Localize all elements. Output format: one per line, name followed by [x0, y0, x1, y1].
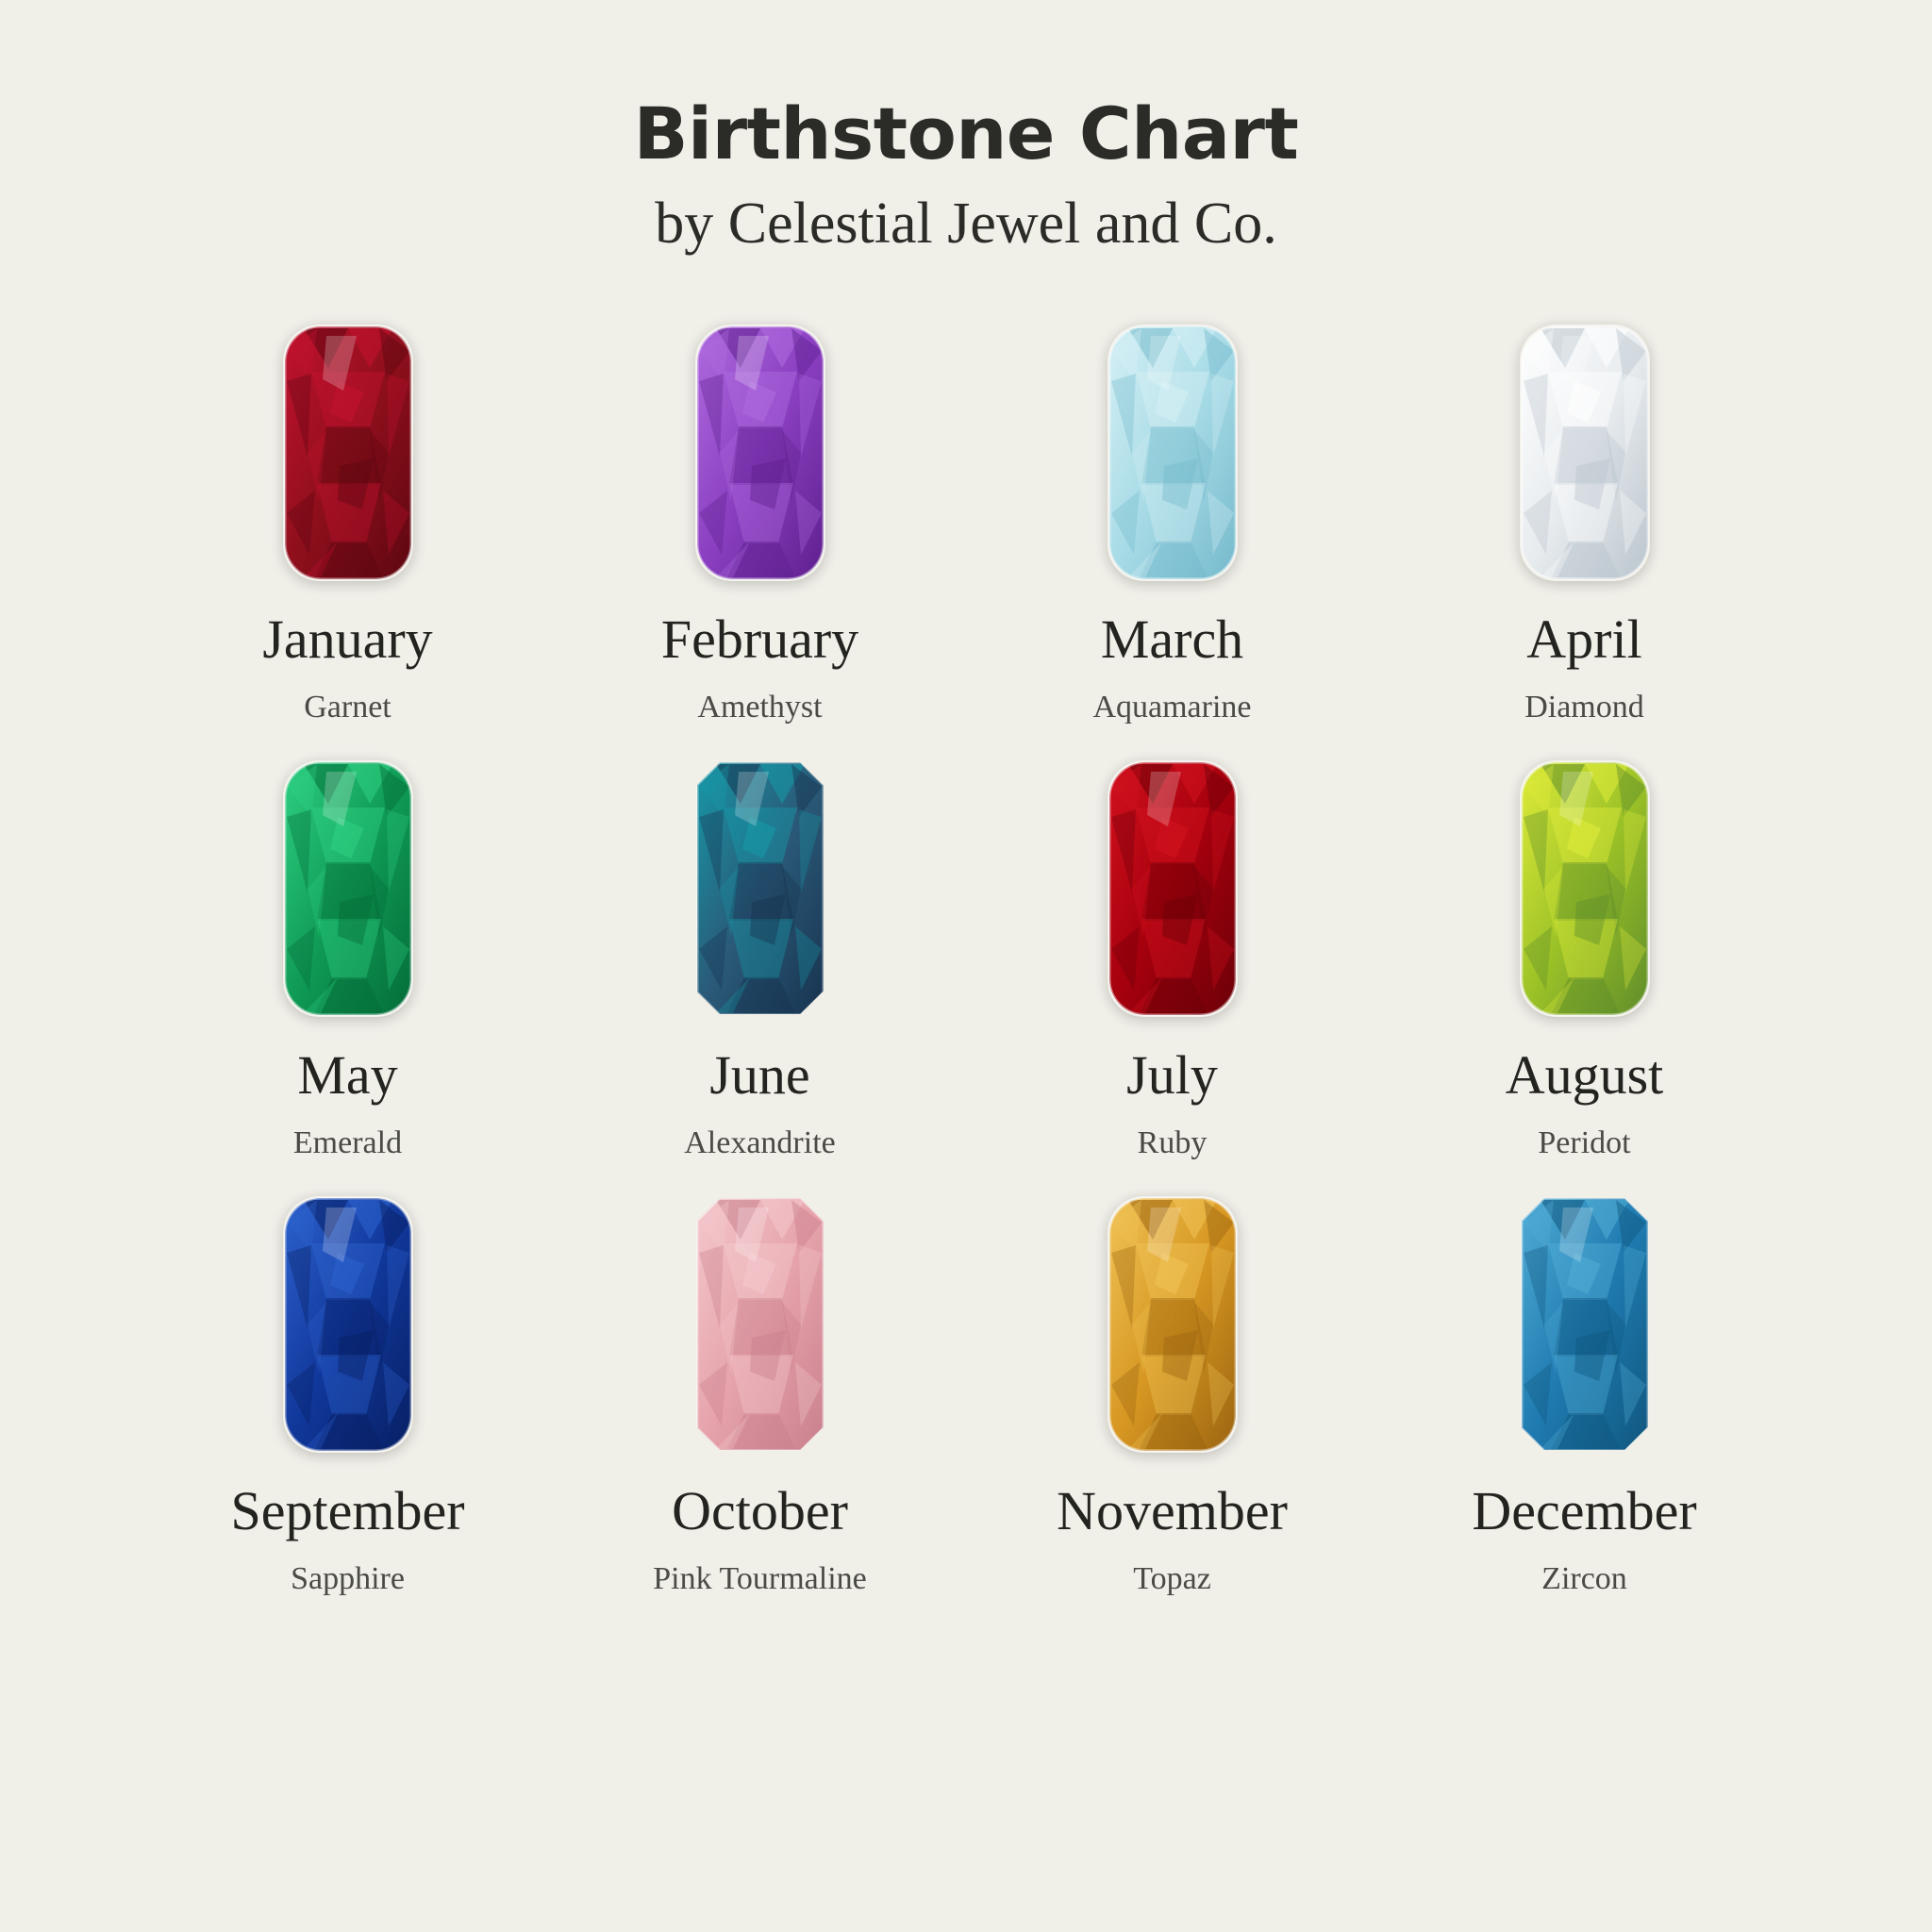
month-label: November	[1057, 1479, 1288, 1541]
month-label: August	[1505, 1043, 1664, 1106]
gem-graphic	[1520, 760, 1650, 1017]
gem-facets-icon	[283, 325, 413, 581]
month-label: April	[1526, 608, 1642, 670]
birthstone-cell	[966, 1188, 1378, 1595]
month-label: May	[297, 1043, 398, 1106]
gem-graphic	[1108, 760, 1238, 1017]
birthstone-cell	[554, 752, 966, 1159]
month-label: July	[1126, 1043, 1218, 1106]
page-title: Birthstone Chart	[633, 92, 1299, 175]
gem-graphic	[695, 1196, 825, 1453]
gem-image-december	[1514, 1188, 1656, 1461]
gem-facets-icon	[695, 760, 825, 1017]
month-label: June	[709, 1043, 810, 1106]
gem-facets-icon	[283, 760, 413, 1017]
page-subtitle: by Celestial Jewel and Co.	[655, 191, 1277, 256]
stone-label: Alexandrite	[684, 1124, 836, 1160]
birthstone-cell	[142, 1188, 554, 1595]
gem-graphic	[283, 1196, 413, 1453]
birthstone-grid	[142, 316, 1790, 1595]
birthstone-cell	[142, 752, 554, 1159]
birthstone-cell	[554, 1188, 966, 1595]
gem-image-april	[1514, 316, 1656, 590]
gem-image-march	[1102, 316, 1243, 590]
gem-graphic	[1108, 1196, 1238, 1453]
stone-label: Pink Tourmaline	[653, 1560, 867, 1596]
stone-label: Sapphire	[291, 1560, 405, 1596]
stone-label: Aquamarine	[1092, 689, 1252, 724]
gem-graphic	[283, 325, 413, 581]
gem-image-february	[690, 316, 831, 590]
birthstone-cell	[966, 316, 1378, 724]
gem-graphic	[1108, 325, 1238, 581]
stone-label: Garnet	[304, 689, 391, 724]
month-label: March	[1100, 608, 1244, 670]
gem-graphic	[1520, 1196, 1650, 1453]
stone-label: Ruby	[1137, 1124, 1208, 1160]
gem-facets-icon	[283, 1196, 413, 1453]
month-label: October	[672, 1479, 848, 1541]
gem-image-november	[1102, 1188, 1243, 1461]
gem-image-january	[277, 316, 419, 590]
birthstone-cell	[554, 316, 966, 724]
month-label: September	[230, 1479, 465, 1541]
stone-label: Zircon	[1541, 1560, 1627, 1596]
birthstone-cell	[966, 752, 1378, 1159]
gem-facets-icon	[1108, 1196, 1238, 1453]
birthstone-cell	[142, 316, 554, 724]
stone-label: Amethyst	[697, 689, 823, 724]
gem-image-october	[690, 1188, 831, 1461]
gem-graphic	[1520, 325, 1650, 581]
gem-facets-icon	[695, 325, 825, 581]
gem-image-august	[1514, 752, 1656, 1025]
gem-facets-icon	[695, 1196, 825, 1453]
stone-label: Emerald	[292, 1124, 403, 1160]
birthstone-cell	[1378, 752, 1790, 1159]
month-label: February	[660, 608, 859, 670]
birthstone-cell	[1378, 316, 1790, 724]
gem-facets-icon	[1108, 760, 1238, 1017]
gem-graphic	[695, 760, 825, 1017]
stone-label: Peridot	[1538, 1124, 1631, 1160]
month-label: December	[1472, 1479, 1697, 1541]
gem-facets-icon	[1108, 325, 1238, 581]
gem-image-june	[690, 752, 831, 1025]
gem-facets-icon	[1520, 325, 1650, 581]
gem-facets-icon	[1520, 1196, 1650, 1453]
gem-image-september	[277, 1188, 419, 1461]
stone-label: Topaz	[1133, 1560, 1211, 1596]
gem-graphic	[283, 760, 413, 1017]
month-label: January	[262, 608, 433, 670]
gem-graphic	[695, 325, 825, 581]
gem-facets-icon	[1520, 760, 1650, 1017]
stone-label: Diamond	[1524, 689, 1644, 724]
gem-image-july	[1102, 752, 1243, 1025]
birthstone-cell	[1378, 1188, 1790, 1595]
gem-image-may	[277, 752, 419, 1025]
